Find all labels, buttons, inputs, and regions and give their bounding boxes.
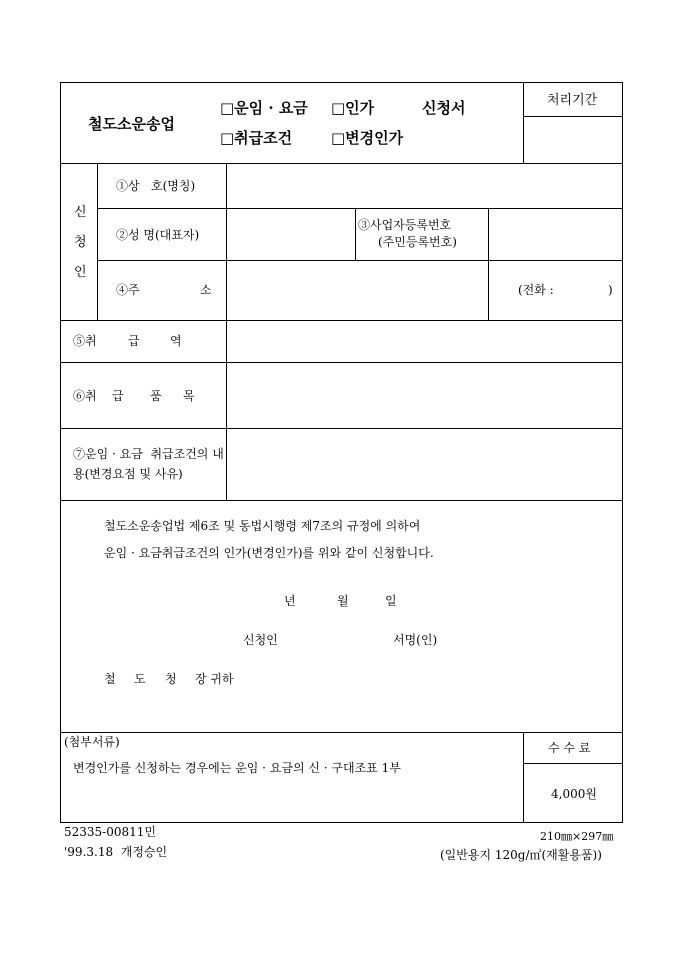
address-label-b: 소 — [200, 283, 212, 297]
option-approval[interactable]: □인가 — [331, 99, 375, 117]
statement-line-2: 운임 · 요금취급조건의 인가(변경인가)를 위와 같이 신청합니다. — [104, 546, 434, 560]
items-label-c: 품 — [150, 389, 162, 403]
recipient-a: 철 — [104, 672, 116, 686]
items-label-d: 목 — [183, 389, 195, 403]
trade-name-label: ①상 호(명칭) — [116, 179, 196, 193]
recipient-c: 청 — [165, 672, 177, 686]
representative-field[interactable] — [228, 210, 354, 259]
recipient-b: 도 — [134, 672, 146, 686]
station-label-a: ⑤취 — [73, 334, 97, 348]
attachments-label: (첨부서류) — [64, 735, 120, 749]
items-label-b: 급 — [112, 389, 124, 403]
station-label-c: 역 — [170, 334, 182, 348]
address-field[interactable] — [228, 262, 487, 319]
representative-label: ②성 명(대표자) — [116, 228, 200, 242]
statement-line-1: 철도소운송업법 제6조 및 동법시행령 제7조의 규정에 의하여 — [104, 519, 421, 533]
business-reg-label: ③사업자등록번호 — [358, 218, 452, 232]
processing-period-value[interactable] — [525, 118, 621, 162]
details-label-line1: ⑦운임 · 요금 취급조건의 내 — [73, 447, 224, 461]
date-day: 일 — [385, 594, 397, 608]
option-change-approval[interactable]: □변경인가 — [331, 129, 404, 147]
fee-label: 수 수 료 — [548, 741, 591, 755]
applicant-char-2: 청 — [74, 235, 87, 250]
applicant-char-1: 신 — [74, 205, 87, 220]
option-fare-fee[interactable]: □운임 · 요금 — [220, 99, 308, 117]
date-month: 월 — [337, 594, 349, 608]
phone-label: (전화 : — [518, 283, 554, 297]
business-type: 철도소운송업 — [88, 115, 175, 133]
details-field[interactable] — [228, 430, 621, 499]
paper-size: 210㎜×297㎜ — [540, 830, 614, 843]
document-title: 신청서 — [422, 99, 466, 117]
paper-spec: (일반용지 120g/㎡(재활용품)) — [440, 848, 602, 862]
station-label-b: 급 — [128, 334, 140, 348]
address-label-a: ④주 — [116, 283, 140, 297]
applicant-char-3: 인 — [74, 265, 87, 280]
approval-date: '99.3.18 개정승인 — [64, 845, 168, 859]
recipient-d: 장 귀하 — [195, 672, 234, 686]
attachments-text: 변경인가를 신청하는 경우에는 운임 · 요금의 신 · 구대조표 1부 — [73, 761, 401, 775]
station-field[interactable] — [228, 322, 621, 361]
phone-close: ) — [608, 283, 613, 297]
fee-value: 4,000원 — [551, 787, 597, 801]
processing-period-label: 처리기간 — [547, 93, 598, 108]
items-label-a: ⑥취 — [73, 389, 97, 403]
form-number: 52335-00811민 — [64, 825, 156, 839]
items-field[interactable] — [228, 364, 621, 427]
registration-number-field[interactable] — [490, 210, 621, 259]
trade-name-field[interactable] — [228, 165, 621, 207]
date-year: 년 — [284, 594, 296, 608]
applicant-sign-label: 신청인 — [243, 633, 278, 647]
signature-label: 서명(인) — [393, 633, 438, 647]
option-handling-conditions[interactable]: □취급조건 — [220, 129, 293, 147]
resident-reg-label: (주민등록번호) — [378, 235, 457, 249]
details-label-line2: 용(변경요점 및 사유) — [73, 467, 183, 481]
